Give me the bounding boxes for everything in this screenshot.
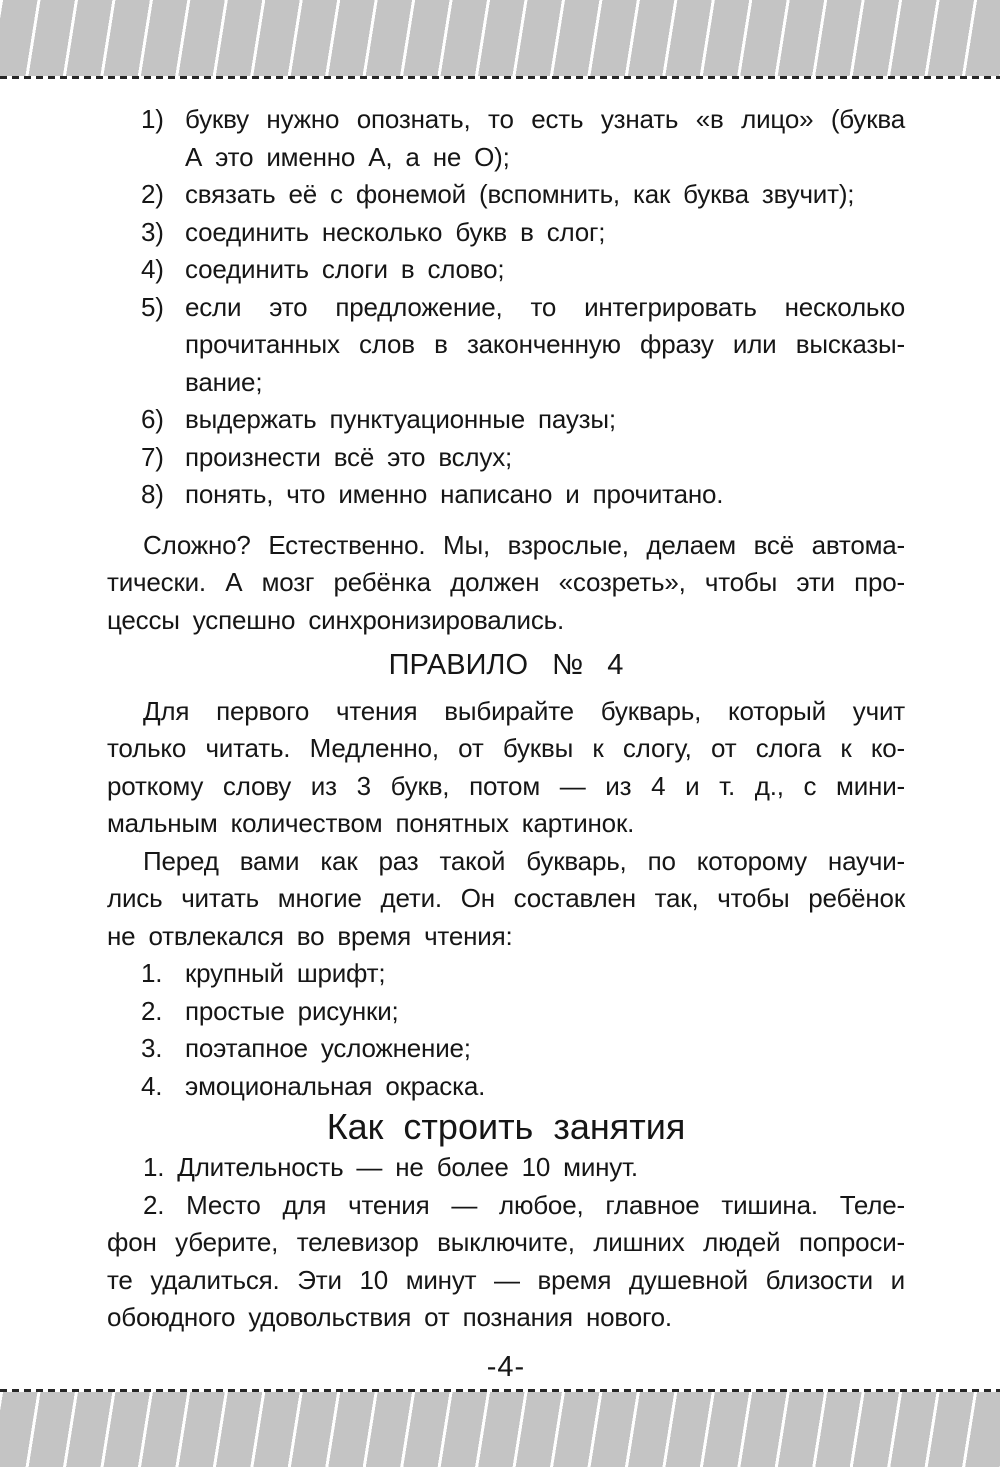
- text-line: только читать. Медленно, от буквы к слогу, от слога к ко-: [107, 733, 905, 763]
- list-item-text: [185, 476, 905, 514]
- text-line: цессы успешно синхронизировались.: [107, 604, 565, 635]
- lessons-heading: Как строить занятия: [326, 1106, 686, 1147]
- text-line: 2. Место для чтения — любое, главное тишина. Теле-: [143, 1189, 905, 1220]
- list-item-text: [185, 401, 905, 439]
- paragraph-complexity: [107, 527, 905, 640]
- list-item-text: [185, 289, 905, 402]
- list-item-number: 3): [141, 216, 164, 247]
- list-item-text: [185, 214, 905, 252]
- list-item: [107, 993, 905, 1031]
- text-line: 1. Длительность — не более 10 минут.: [143, 1152, 638, 1182]
- list-item-number: 2): [141, 179, 164, 209]
- text-line: соединить несколько букв в слог;: [185, 216, 606, 247]
- list-item: [107, 476, 905, 514]
- text-line: А это именно А, а не О);: [185, 141, 510, 172]
- list-item-text: [185, 251, 905, 289]
- list-item: [107, 1068, 905, 1106]
- paragraph-rule-advice: [107, 693, 905, 843]
- decorative-stripes-bottom: [0, 1392, 1000, 1467]
- primer-features-list: [107, 955, 905, 1105]
- text-line: связать её с фонемой (вспомнить, как буква звучит);: [185, 179, 855, 209]
- list-item-number: 4.: [141, 1070, 163, 1101]
- list-item-text: [185, 176, 905, 214]
- list-item: [107, 101, 905, 176]
- list-item-number: 5): [141, 291, 164, 322]
- text-line: вание;: [185, 366, 263, 397]
- text-line: эмоциональная окраска.: [185, 1070, 486, 1101]
- reading-steps-list: [107, 101, 905, 514]
- paragraph-primer-intro: [107, 843, 905, 956]
- text-line: обоюдного удовольствия от познания нового.: [107, 1302, 672, 1332]
- list-item: [107, 214, 905, 252]
- list-item-text: [185, 1068, 905, 1106]
- list-item-number: 1.: [141, 958, 163, 988]
- list-item: [107, 251, 905, 289]
- text-line: те удалиться. Эти 10 минут — время душевной близости и: [107, 1264, 905, 1295]
- text-line: букву нужно опознать, то есть узнать «в лицо» (буква: [185, 104, 905, 134]
- page-content: [0, 79, 1000, 1389]
- paragraph-lesson-duration: [107, 1149, 905, 1187]
- text-line: фон уберите, телевизор выключите, лишних людей попроси-: [107, 1227, 905, 1257]
- rule-heading: ПРАВИЛО № 4: [388, 649, 624, 681]
- decorative-stripes-top: [0, 0, 1000, 76]
- list-item-text: [185, 439, 905, 477]
- list-item-number: 4): [141, 254, 164, 284]
- list-item-number: 3.: [141, 1033, 163, 1063]
- list-item-text: [185, 955, 905, 993]
- text-line: соединить слоги в слово;: [185, 254, 505, 284]
- list-item: [107, 439, 905, 477]
- list-item-number: 7): [141, 441, 164, 472]
- list-item-text: [185, 993, 905, 1031]
- page-number: -4-: [486, 1350, 526, 1383]
- text-line: выдержать пунктуационные паузы;: [185, 404, 616, 434]
- text-line: поэтапное усложнение;: [185, 1033, 471, 1063]
- list-item: [107, 401, 905, 439]
- text-line: Перед вами как раз такой букварь, по которому научи-: [143, 845, 905, 876]
- text-line: крупный шрифт;: [185, 958, 386, 988]
- text-line: произнести всё это вслух;: [185, 441, 513, 472]
- text-line: если это предложение, то интегрировать несколько: [185, 291, 905, 322]
- list-item-text: [185, 1030, 905, 1068]
- list-item-number: 6): [141, 404, 164, 434]
- list-item-number: 2.: [141, 995, 163, 1026]
- text-line: Для первого чтения выбирайте букварь, который учит: [143, 695, 905, 726]
- list-item: [107, 1030, 905, 1068]
- list-item: [107, 289, 905, 402]
- text-line: простые рисунки;: [185, 995, 399, 1026]
- list-item-number: 8): [141, 479, 164, 509]
- text-line: тически. А мозг ребёнка должен «созреть», чтобы эти про-: [107, 567, 905, 597]
- text-line: мальным количеством понятных картинок.: [107, 808, 635, 838]
- list-item-number: 1): [141, 104, 164, 134]
- text-line: понять, что именно написано и прочитано.: [185, 479, 724, 509]
- text-line: роткому слову из 3 букв, потом — из 4 и т. д., с мини-: [107, 770, 905, 801]
- list-item-text: [185, 101, 905, 176]
- list-item: [107, 176, 905, 214]
- list-item: [107, 955, 905, 993]
- text-line: лись читать многие дети. Он составлен так, чтобы ребёнок: [107, 883, 905, 913]
- text-line: Сложно? Естественно. Мы, взрослые, делаем всё автома-: [143, 529, 905, 560]
- text-line: прочитанных слов в законченную фразу или высказы-: [185, 329, 905, 359]
- paragraph-lesson-place: [107, 1187, 905, 1337]
- text-line: не отвлекался во время чтения:: [107, 920, 513, 951]
